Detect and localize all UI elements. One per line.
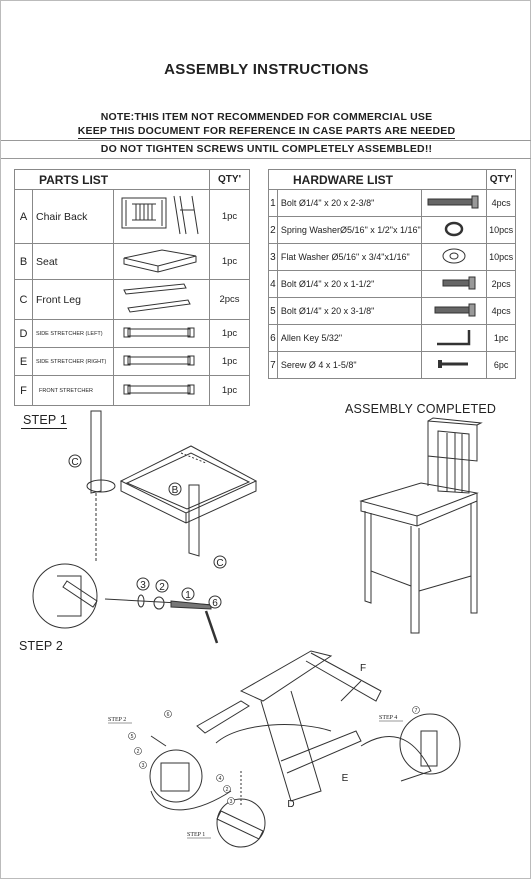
label-c: C [71, 457, 79, 468]
part-name: Front Leg [33, 280, 114, 320]
mini-step4-label: STEP 4 [379, 715, 398, 721]
step1-diagram [33, 411, 256, 643]
assembly-completed-label: ASSEMBLY COMPLETED [345, 402, 497, 416]
hardware-qty: 4pcs [487, 190, 516, 217]
label-e: E [341, 773, 349, 784]
mini-label-3: 3 [229, 799, 233, 805]
hardware-name: Bolt Ø1/4" x 20 x 2-3/8" [277, 190, 421, 217]
hardware-num: 5 [269, 298, 278, 325]
hardware-qty-header: QTY' [487, 170, 516, 190]
part-qty: 1pc [210, 190, 250, 244]
part-letter: C [15, 280, 33, 320]
part-name: Chair Back [33, 190, 114, 244]
mini-label-3: 3 [141, 763, 145, 769]
part-letter: E [15, 348, 33, 376]
part-letter: F [15, 376, 33, 406]
part-qty: 1pc [210, 376, 250, 406]
step1-label: STEP 1 [23, 413, 68, 427]
bottom-exploded-diagram [150, 651, 460, 847]
hardware-num: 6 [269, 325, 278, 352]
label-1: 1 [185, 590, 191, 601]
step2-label: STEP 2 [19, 639, 64, 653]
note-do-not-tighten: DO NOT TIGHTEN SCREWS UNTIL COMPLETELY ASSEMBLED!! [100, 143, 433, 155]
part-letter: A [15, 190, 33, 244]
label-2: 2 [159, 582, 165, 593]
hardware-num: 7 [269, 352, 278, 379]
label-b: B [171, 485, 179, 496]
label-d: D [287, 799, 295, 810]
part-name: Seat [33, 244, 114, 280]
hardware-qty: 4pcs [487, 298, 516, 325]
part-name: FRONT STRETCHER [33, 376, 114, 406]
mini-label-2: 2 [136, 749, 140, 755]
assembly-illustrations [1, 1, 531, 879]
part-name: SIDE STRETCHER (LEFT) [33, 320, 114, 348]
note-commercial: NOTE:THIS ITEM NOT RECOMMENDED FOR COMMERCIAL USE [100, 111, 433, 123]
hardware-name: Flat Washer Ø5/16" x 3/4"x1/16" [277, 244, 421, 271]
hardware-num: 3 [269, 244, 278, 271]
hardware-num: 4 [269, 271, 278, 298]
mini-label-4: 4 [218, 776, 222, 782]
completed-chair [361, 418, 481, 633]
part-qty: 1pc [210, 244, 250, 280]
part-name: SIDE STRETCHER (RIGHT) [33, 348, 114, 376]
hardware-name: Bolt Ø1/4" x 20 x 1-1/2" [277, 271, 421, 298]
label-6: 6 [212, 598, 218, 609]
mini-step1-label: STEP 1 [187, 832, 206, 838]
hardware-qty: 6pc [487, 352, 516, 379]
note-keep-text: KEEP THIS DOCUMENT FOR REFERENCE IN CASE PARTS ARE NEEDED [77, 125, 456, 137]
hardware-name: Allen Key 5/32" [277, 325, 421, 352]
mini-label-7: 7 [414, 708, 418, 714]
hardware-num: 1 [269, 190, 278, 217]
hardware-name: Serew Ø 4 x 1-5/8" [277, 352, 421, 379]
hardware-qty: 10pcs [487, 217, 516, 244]
parts-qty-header: QTY' [210, 170, 250, 190]
part-qty: 2pcs [210, 280, 250, 320]
hardware-qty: 1pc [487, 325, 516, 352]
hardware-qty: 2pcs [487, 271, 516, 298]
part-qty: 1pc [210, 320, 250, 348]
hardware-qty: 10pcs [487, 244, 516, 271]
hardware-name: Bolt Ø1/4" x 20 x 3-1/8" [277, 298, 421, 325]
parts-list-header: PARTS LIST [15, 170, 210, 190]
mini-label-6: 6 [166, 712, 170, 718]
label-3: 3 [140, 580, 146, 591]
part-qty: 1pc [210, 348, 250, 376]
mini-label-5: 5 [130, 734, 134, 740]
part-letter: B [15, 244, 33, 280]
hardware-name: Spring WasherØ5/16" x 1/2"x 1/16" [277, 217, 421, 244]
hardware-num: 2 [269, 217, 278, 244]
label-c: C [216, 558, 224, 569]
label-f: F [359, 663, 367, 674]
hardware-list-header: HARDWARE LIST [269, 170, 487, 190]
mini-label-2: 2 [225, 787, 229, 793]
mini-step2-label: STEP 2 [108, 717, 127, 723]
part-letter: D [15, 320, 33, 348]
page-title: ASSEMBLY INSTRUCTIONS [164, 61, 369, 78]
